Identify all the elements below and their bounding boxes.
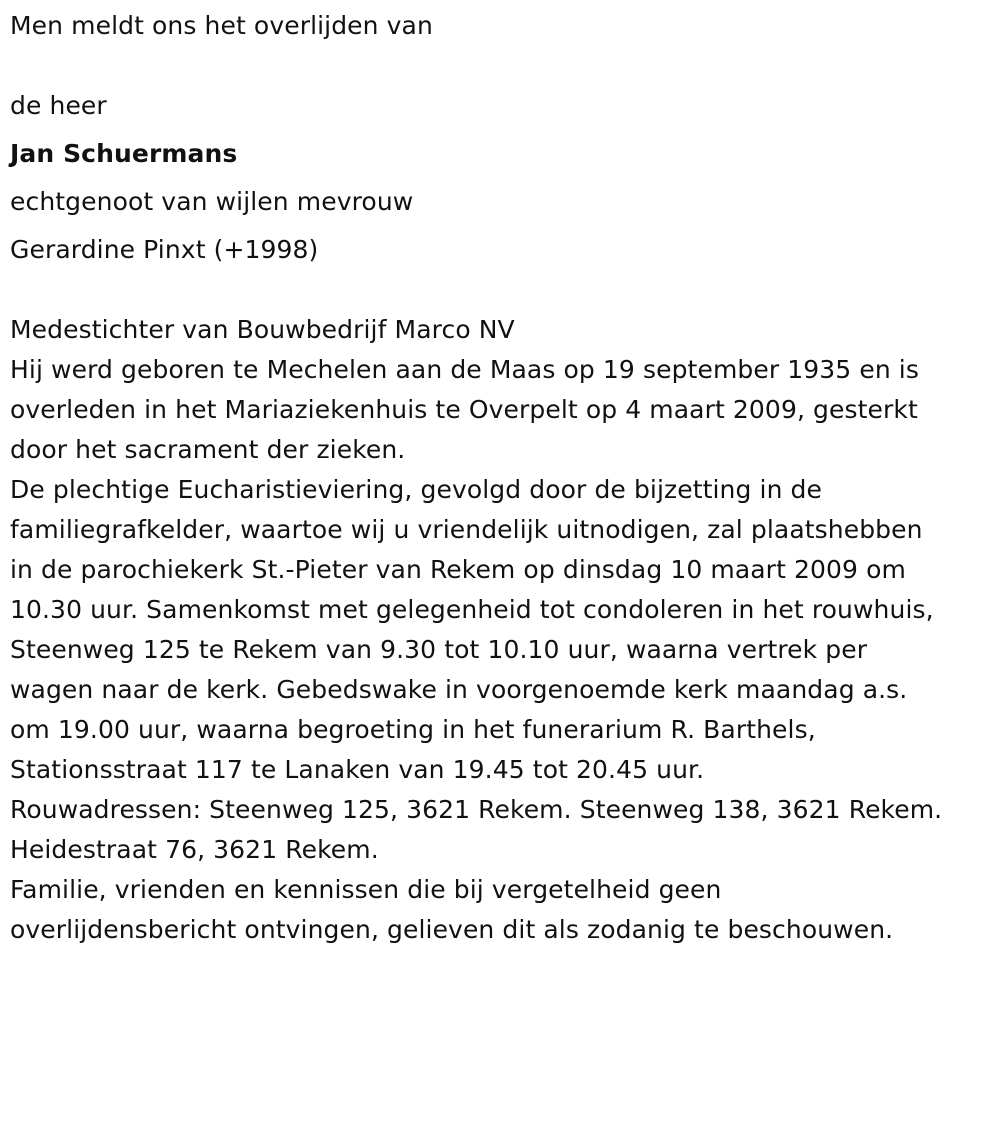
paragraph-line: Familie, vrienden en kennissen die bij vergetelheid geen bbox=[10, 875, 722, 904]
paragraph-line: Steenweg 125 te Rekem van 9.30 tot 10.10 uur, waarna vertrek per bbox=[10, 635, 868, 664]
birth-death-paragraph bbox=[10, 350, 990, 470]
paragraph-line: 10.30 uur. Samenkomst met gelegenheid tot condoleren in het rouwhuis, bbox=[10, 595, 934, 624]
paragraph-line: door het sacrament der zieken. bbox=[10, 435, 406, 464]
honorific: de heer bbox=[10, 91, 107, 120]
paragraph-line: wagen naar de kerk. Gebedswake in voorgenoemde kerk maandag a.s. bbox=[10, 675, 908, 704]
paragraph-line: Hij werd geboren te Mechelen aan de Maas op 19 september 1935 en is bbox=[10, 355, 919, 384]
role-text: Medestichter van Bouwbedrijf Marco NV bbox=[10, 315, 515, 344]
closing-paragraph bbox=[10, 870, 990, 950]
intro-text: Men meldt ons het overlijden van bbox=[10, 11, 433, 40]
ceremony-paragraph bbox=[10, 470, 990, 790]
deceased-name: Jan Schuermans bbox=[10, 139, 238, 168]
addresses-paragraph bbox=[10, 790, 990, 870]
paragraph-line: in de parochiekerk St.-Pieter van Rekem op dinsdag 10 maart 2009 om bbox=[10, 555, 906, 584]
spouse-line-2: Gerardine Pinxt (+1998) bbox=[10, 235, 319, 264]
paragraph-line: overleden in het Mariaziekenhuis te Overpelt op 4 maart 2009, gesterkt bbox=[10, 395, 918, 424]
spouse-line-1: echtgenoot van wijlen mevrouw bbox=[10, 187, 414, 216]
paragraph-line: om 19.00 uur, waarna begroeting in het funerarium R. Barthels, bbox=[10, 715, 816, 744]
paragraph-line: familiegrafkelder, waartoe wij u vriendelijk uitnodigen, zal plaatshebben bbox=[10, 515, 923, 544]
paragraph-line: Stationsstraat 117 te Lanaken van 19.45 tot 20.45 uur. bbox=[10, 755, 705, 784]
paragraph-line: De plechtige Eucharistieviering, gevolgd door de bijzetting in de bbox=[10, 475, 823, 504]
paragraph-line: overlijdensbericht ontvingen, gelieven dit als zodanig te beschouwen. bbox=[10, 915, 894, 944]
paragraph-line: Heidestraat 76, 3621 Rekem. bbox=[10, 835, 379, 864]
paragraph-line: Rouwadressen: Steenweg 125, 3621 Rekem. Steenweg 138, 3621 Rekem. bbox=[10, 795, 943, 824]
